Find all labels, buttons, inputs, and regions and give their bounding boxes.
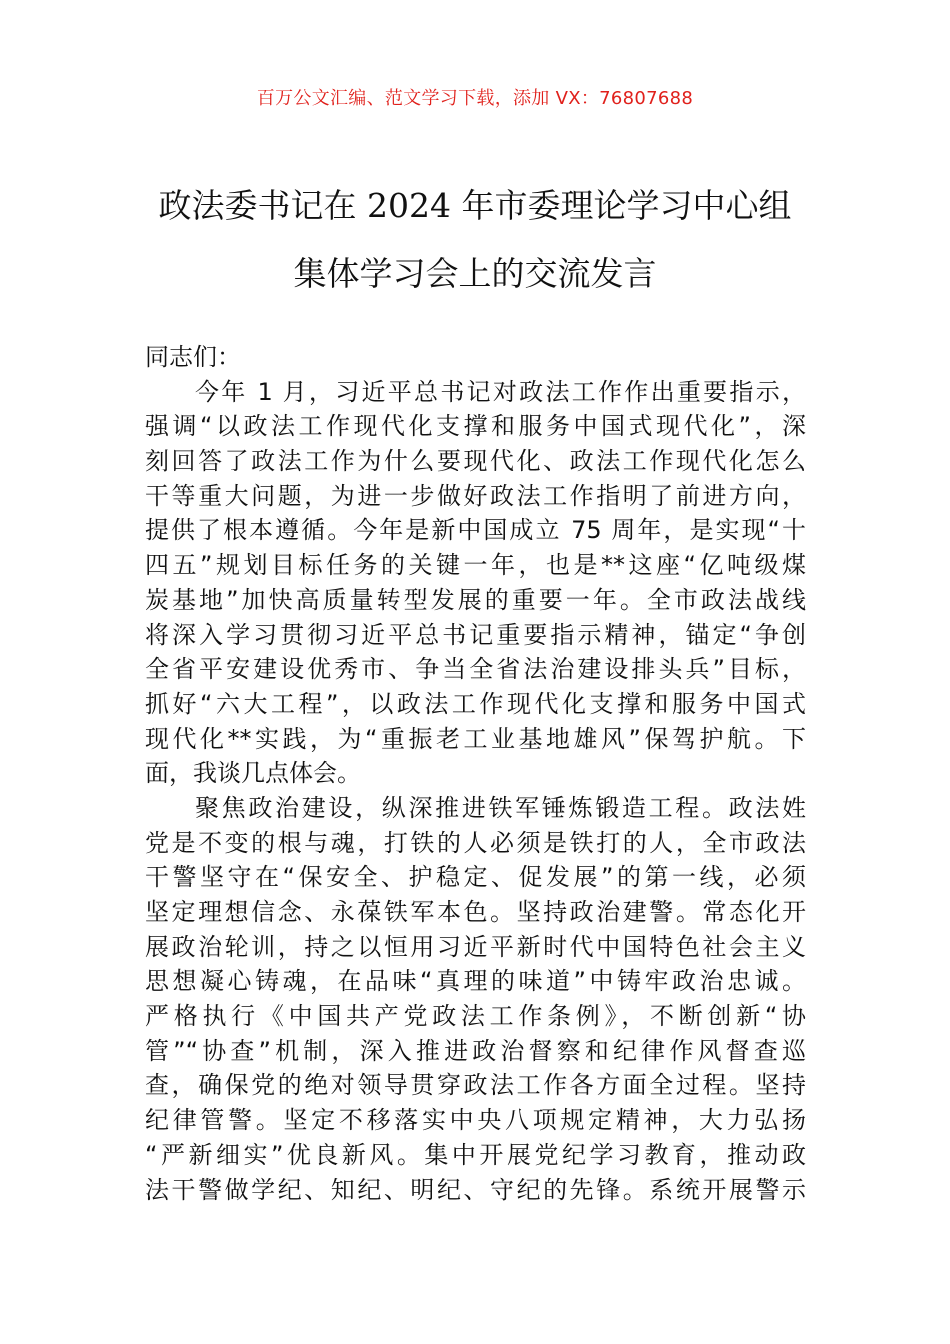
text-line: 炭基地”加快高质量转型发展的重要一年。全市政法战线 <box>145 585 806 614</box>
text-line: 面，我谈几点体会。 <box>145 759 361 788</box>
text-line: 纪律管警。坚定不移落实中央八项规定精神，大力弘扬 <box>145 1106 806 1135</box>
text-line: 全省平安建设优秀市、争当全省法治建设排头兵”目标， <box>145 655 806 684</box>
document-body <box>145 340 806 1207</box>
text-line: 提供了根本遵循。今年是新中国成立 75 周年，是实现“十 <box>145 516 806 545</box>
text-line: 现代化**实践，为“重振老工业基地雄风”保驾护航。下 <box>145 724 806 753</box>
text-line: 刻回答了政法工作为什么要现代化、政法工作现代化怎么 <box>145 447 806 476</box>
document-title-line-2: 集体学习会上的交流发言 <box>293 254 657 293</box>
text-line: 管”“协查”机制，深入推进政治督察和纪律作风督查巡 <box>145 1036 806 1065</box>
text-line: 坚定理想信念、永葆铁军本色。坚持政治建警。常态化开 <box>145 898 806 926</box>
text-line: 强调“以政法工作现代化支撑和服务中国式现代化”，深 <box>145 412 806 441</box>
text-line: 干等重大问题，为进一步做好政法工作指明了前进方向， <box>145 481 806 510</box>
text-line: “严新细实”优良新风。集中开展党纪学习教育，推动政 <box>145 1140 806 1169</box>
text-line: 聚焦政治建设，纵深推进铁军锤炼锻造工程。政法姓 <box>195 793 806 822</box>
document-title-line-1: 政法委书记在 2024 年市委理论学习中心组 <box>158 186 792 225</box>
text-line: 四五”规划目标任务的关键一年，也是**这座“亿吨级煤 <box>145 551 806 580</box>
text-line: 严格执行《中国共产党政法工作条例》，不断创新“协 <box>145 1002 806 1031</box>
text-line: 今年 1 月，习近平总书记对政法工作作出重要指示， <box>195 377 806 406</box>
text-line: 查，确保党的绝对领导贯穿政法工作各方面全过程。坚持 <box>145 1071 806 1100</box>
text-line: 法干警做学纪、知纪、明纪、守纪的先锋。系统开展警示 <box>145 1175 806 1204</box>
text-line: 干警坚守在“保安全、护稳定、促发展”的第一线，必须 <box>145 863 806 892</box>
text-line: 党是不变的根与魂，打铁的人必须是铁打的人，全市政法 <box>145 828 806 857</box>
text-line: 抓好“六大工程”，以政法工作现代化支撑和服务中国式 <box>145 689 806 718</box>
text-line: 展政治轮训，持之以恒用习近平新时代中国特色社会主义 <box>145 932 806 961</box>
text-line: 将深入学习贯彻习近平总书记重要指示精神，锚定“争创 <box>145 620 806 649</box>
salutation: 同志们： <box>145 343 241 371</box>
text-line: 思想凝心铸魂，在品味“真理的味道”中铸牢政治忠诚。 <box>145 967 806 996</box>
watermark-header: 百万公文汇编、范文学习下载，添加 VX：76807688 <box>256 88 694 109</box>
